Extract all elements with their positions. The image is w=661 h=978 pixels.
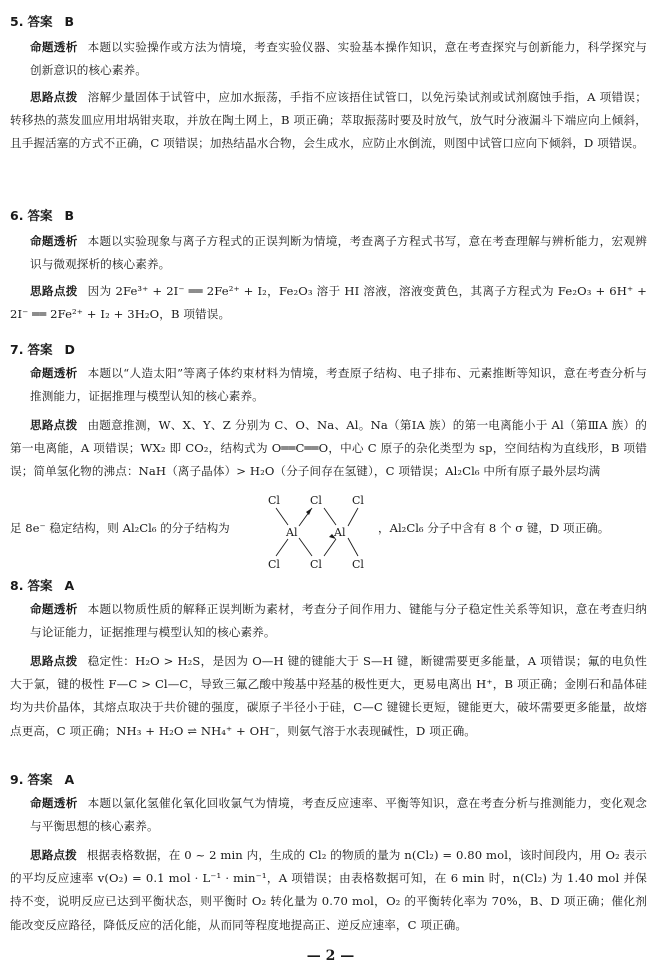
bond-al1-cl-bm bbox=[299, 538, 312, 556]
al-right: Al bbox=[334, 526, 346, 539]
q7-answer-heading: 7. 答案 D bbox=[10, 342, 75, 357]
cl-bottom-left: Cl bbox=[268, 558, 280, 571]
cl-bottom-middle: Cl bbox=[310, 558, 322, 571]
cl-bottom-right: Cl bbox=[352, 558, 364, 571]
bond-al2-cl-bm bbox=[324, 539, 336, 556]
q9-answer-heading: 9. 答案 A bbox=[10, 772, 75, 787]
al-left: Al bbox=[286, 526, 298, 539]
cl-top-left: Cl bbox=[268, 494, 280, 507]
q6-answer-heading: 6. 答案 B bbox=[10, 208, 74, 223]
q7-hint: 思路点拨 由题意推测，W、X、Y、Z 分别为 C、O、Na、Al。Na（第ⅠA 族）的第一电离能小于 Al（第ⅢA 族）的第一电离能，A 项错误；WX₂ 即 CO₂，结构式为 O══C══O，中心 C 原子的杂化类型为 sp，空间结构为直线形，B 项错误；简单氢化物的沸点：NaH（离子晶体）> H₂O（分子间存在氢键），C 项错误；Al₂Cl₆ 中所有原子最外层均满 bbox=[10, 418, 647, 479]
q8-hint: 思路点拨 稳定性：H₂O > H₂S，是因为 O—H 键的键能大于 S—H 键，断键需要更多能量，A 项错误；氟的电负性大于氯，键的极性 F—C > Cl—C，导致三氟乙酸中羧基中羟基的极性更大，更易电离出 H⁺，B 项正确；金刚石和晶体硅均为共价晶体，其熔点取决于共价键的强度，碳原子半径小于硅，C—C 键键长更短，键能更大，破坏需要更多能量，故熔点更高，C 项正确；NH₃ + H₂O ⇌ NH₄⁺ + OH⁻，则氨气溶于水表现碱性，D 项正确。 bbox=[10, 654, 647, 738]
cl-top-right: Cl bbox=[352, 494, 364, 507]
q6-analysis: 命题透析 本题以实验现象与离子方程式的正误判断为情境，考查离子方程式书写，意在考查理解与辨析能力，宏观辨识与微观探析的核心素养。 bbox=[30, 234, 647, 272]
bond-al2-cl-tm bbox=[324, 508, 336, 525]
q7-analysis: 命题透析 本题以“人造太阳”等离子体约束材料为情境，考查原子结构、电子排布、元素推断等知识，意在考查分析与推测能力，证据推理与模型认知的核心素养。 bbox=[30, 366, 647, 404]
q6-hint: 思路点拨 因为 2Fe³⁺ + 2I⁻ ══ 2Fe²⁺ + I₂，Fe₂O₃ 溶于 HI 溶液，溶液变黄色，其离子方程式为 Fe₂O₃ + 6H⁺ + 2I⁻ ══ 2Fe²⁺ + I₂ + 3H₂O，B 项错误。 bbox=[10, 284, 647, 322]
q5-analysis: 命题透析 本题以实验操作或方法为情境，考查实验仪器、实验基本操作知识，意在考查探究与创新能力，科学探究与创新意识的核心素养。 bbox=[30, 40, 647, 78]
q7-structure-line: 足 8e⁻ 稳定结构，则 Al₂Cl₆ 的分子结构为 Cl Cl Cl Al Al Cl Cl Cl ，Al₂Cl₆ 分子中含有 8 个 σ 键，D 项正确。 bbox=[10, 494, 610, 571]
q9-analysis: 命题透析 本题以氯化氢催化氧化回收氯气为情境，考查反应速率、平衡等知识，意在考查分析与推测能力，变化观念与平衡思想的核心素养。 bbox=[30, 796, 647, 834]
page-number: — 2 — bbox=[306, 948, 355, 964]
bond-al1-cl-bl bbox=[276, 539, 288, 556]
al2cl6-structure-diagram bbox=[264, 492, 376, 572]
q9-hint: 思路点拨 根据表格数据，在 0 ~ 2 min 内，生成的 Cl₂ 的物质的量为 n(Cl₂) = 0.80 mol，该时间段内，用 O₂ 表示的平均反应速率 v(O₂) = 0.1 mol · L⁻¹ · min⁻¹，A 项错误；由表格数据可知，在 6 min 时，n(Cl₂) 为 1.40 mol 并保持不变，说明反应已达到平衡状态，则平衡时 O₂ 转化量为 0.70 mol，O₂ 的平衡转化率为 70%，B、D 项正确；催化剂能改变反应路径，降低反应的活化能，从而同等程度地提高正、逆反应速率，C 项正确。 bbox=[10, 848, 647, 932]
bond-al2-cl-tr bbox=[348, 508, 358, 526]
bond-al2-cl-br bbox=[348, 538, 358, 556]
q5-answer-heading: 5. 答案 B bbox=[10, 14, 74, 29]
arrow-head-top bbox=[306, 508, 312, 515]
q5-hint: 思路点拨 溶解少量固体于试管中，应加水振荡，手指不应该捂住试管口，以免污染试剂或试剂腐蚀手指，A 项错误；转移热的蒸发皿应用坩埚钳夹取，并放在陶土网上，B 项正确；萃取振荡时要及时放气，放气时分液漏斗下端应向上倾斜，且手握活塞的方式不正确，C 项错误；加热结晶水合物，会生成水，应防止水倒流，则图中试管口应向下倾斜，D 项错误。 bbox=[10, 90, 647, 151]
q8-analysis: 命题透析 本题以物质性质的解释正误判断为素材，考查分子间作用力、键能与分子稳定性关系等知识，意在考查归纳与论证能力，证据推理与模型认知的核心素养。 bbox=[30, 602, 647, 640]
bond-al1-cl-tl bbox=[276, 508, 288, 525]
cl-top-middle: Cl bbox=[310, 494, 322, 507]
q8-answer-heading: 8. 答案 A bbox=[10, 578, 75, 593]
